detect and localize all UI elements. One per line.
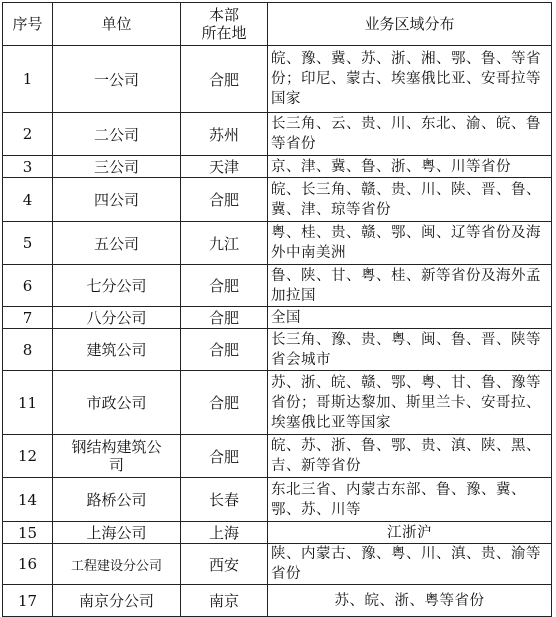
row-location: 九江 bbox=[181, 222, 268, 265]
table-row bbox=[3, 178, 552, 222]
header-unit: 单位 bbox=[53, 3, 181, 46]
table-row bbox=[3, 371, 552, 435]
table-row bbox=[3, 222, 552, 265]
row-unit: 八分公司 bbox=[53, 307, 181, 329]
row-num: 15 bbox=[3, 522, 53, 544]
table-row bbox=[3, 522, 552, 544]
row-num: 12 bbox=[3, 435, 53, 478]
row-area: 长三角、云、贵、川、东北、渝、皖、鲁等省份 bbox=[268, 113, 552, 156]
row-area: 东北三省、内蒙古东部、鲁、豫、冀、鄂、苏、川等 bbox=[268, 478, 552, 522]
row-unit: 三公司 bbox=[53, 156, 181, 178]
row-area: 鲁、陕、甘、粤、桂、新等省份及海外孟加拉国 bbox=[268, 265, 552, 307]
table-row bbox=[3, 544, 552, 585]
row-unit: 二公司 bbox=[53, 113, 181, 156]
row-num: 6 bbox=[3, 265, 53, 307]
row-num: 1 bbox=[3, 46, 53, 113]
row-unit: 路桥公司 bbox=[53, 478, 181, 522]
row-unit: 上海公司 bbox=[53, 522, 181, 544]
row-unit: 四公司 bbox=[53, 178, 181, 222]
row-unit: 五公司 bbox=[53, 222, 181, 265]
header-row bbox=[3, 3, 552, 46]
row-location: 上海 bbox=[181, 522, 268, 544]
row-unit: 南京分公司 bbox=[53, 585, 181, 617]
row-area: 粤、桂、贵、赣、鄂、闽、辽等省份及海外中南美洲 bbox=[268, 222, 552, 265]
row-num: 11 bbox=[3, 371, 53, 435]
table-row bbox=[3, 478, 552, 522]
header-area: 业务区域分布 bbox=[268, 3, 552, 46]
row-location: 合肥 bbox=[181, 265, 268, 307]
header-num: 序号 bbox=[3, 3, 53, 46]
row-area: 全国 bbox=[268, 307, 552, 329]
row-unit: 一公司 bbox=[53, 46, 181, 113]
row-area: 陕、内蒙古、豫、粤、川、滇、贵、渝等省份 bbox=[268, 544, 552, 585]
row-num: 7 bbox=[3, 307, 53, 329]
row-num: 5 bbox=[3, 222, 53, 265]
row-area: 长三角、豫、贵、粤、闽、鲁、晋、陕等省会城市 bbox=[268, 329, 552, 371]
row-num: 3 bbox=[3, 156, 53, 178]
row-area: 苏、皖、浙、粤等省份 bbox=[268, 585, 552, 617]
row-location: 合肥 bbox=[181, 329, 268, 371]
row-location: 合肥 bbox=[181, 178, 268, 222]
row-location: 西安 bbox=[181, 544, 268, 585]
table-row bbox=[3, 307, 552, 329]
business-distribution-table bbox=[2, 2, 552, 617]
table-row bbox=[3, 435, 552, 478]
row-unit: 钢结构建筑公司 bbox=[53, 435, 181, 478]
table-row bbox=[3, 265, 552, 307]
table-row bbox=[3, 329, 552, 371]
row-location: 合肥 bbox=[181, 371, 268, 435]
row-unit: 市政公司 bbox=[53, 371, 181, 435]
row-area: 京、津、冀、鲁、浙、粤、川等省份 bbox=[268, 156, 552, 178]
table-row bbox=[3, 156, 552, 178]
row-area: 皖、豫、冀、苏、浙、湘、鄂、鲁、等省份；印尼、蒙古、埃塞俄比亚、安哥拉等国家 bbox=[268, 46, 552, 113]
row-num: 4 bbox=[3, 178, 53, 222]
row-num: 16 bbox=[3, 544, 53, 585]
row-unit: 七分公司 bbox=[53, 265, 181, 307]
row-num: 17 bbox=[3, 585, 53, 617]
row-location: 合肥 bbox=[181, 307, 268, 329]
header-location-line1: 本部 bbox=[208, 6, 239, 24]
row-area: 苏、浙、皖、赣、鄂、粤、甘、鲁、豫等省份；哥斯达黎加、斯里兰卡、安哥拉、埃塞俄比亚等国家 bbox=[268, 371, 552, 435]
header-location-line2: 所在地 bbox=[201, 24, 247, 42]
row-unit: 建筑公司 bbox=[53, 329, 181, 371]
header-location bbox=[181, 3, 268, 46]
row-location: 合肥 bbox=[181, 46, 268, 113]
row-num: 14 bbox=[3, 478, 53, 522]
row-num: 2 bbox=[3, 113, 53, 156]
table-row bbox=[3, 585, 552, 617]
row-location: 苏州 bbox=[181, 113, 268, 156]
row-area: 皖、苏、浙、鲁、鄂、贵、滇、陕、黑、吉、新等省份 bbox=[268, 435, 552, 478]
table-row bbox=[3, 113, 552, 156]
row-area: 江浙沪 bbox=[268, 522, 552, 544]
row-location: 合肥 bbox=[181, 435, 268, 478]
row-location: 南京 bbox=[181, 585, 268, 617]
row-num: 8 bbox=[3, 329, 53, 371]
table-row bbox=[3, 46, 552, 113]
row-location: 天津 bbox=[181, 156, 268, 178]
row-location: 长春 bbox=[181, 478, 268, 522]
row-unit: 工程建设分公司 bbox=[53, 544, 181, 585]
row-area: 皖、长三角、赣、贵、川、陕、晋、鲁、冀、津、琼等省份 bbox=[268, 178, 552, 222]
